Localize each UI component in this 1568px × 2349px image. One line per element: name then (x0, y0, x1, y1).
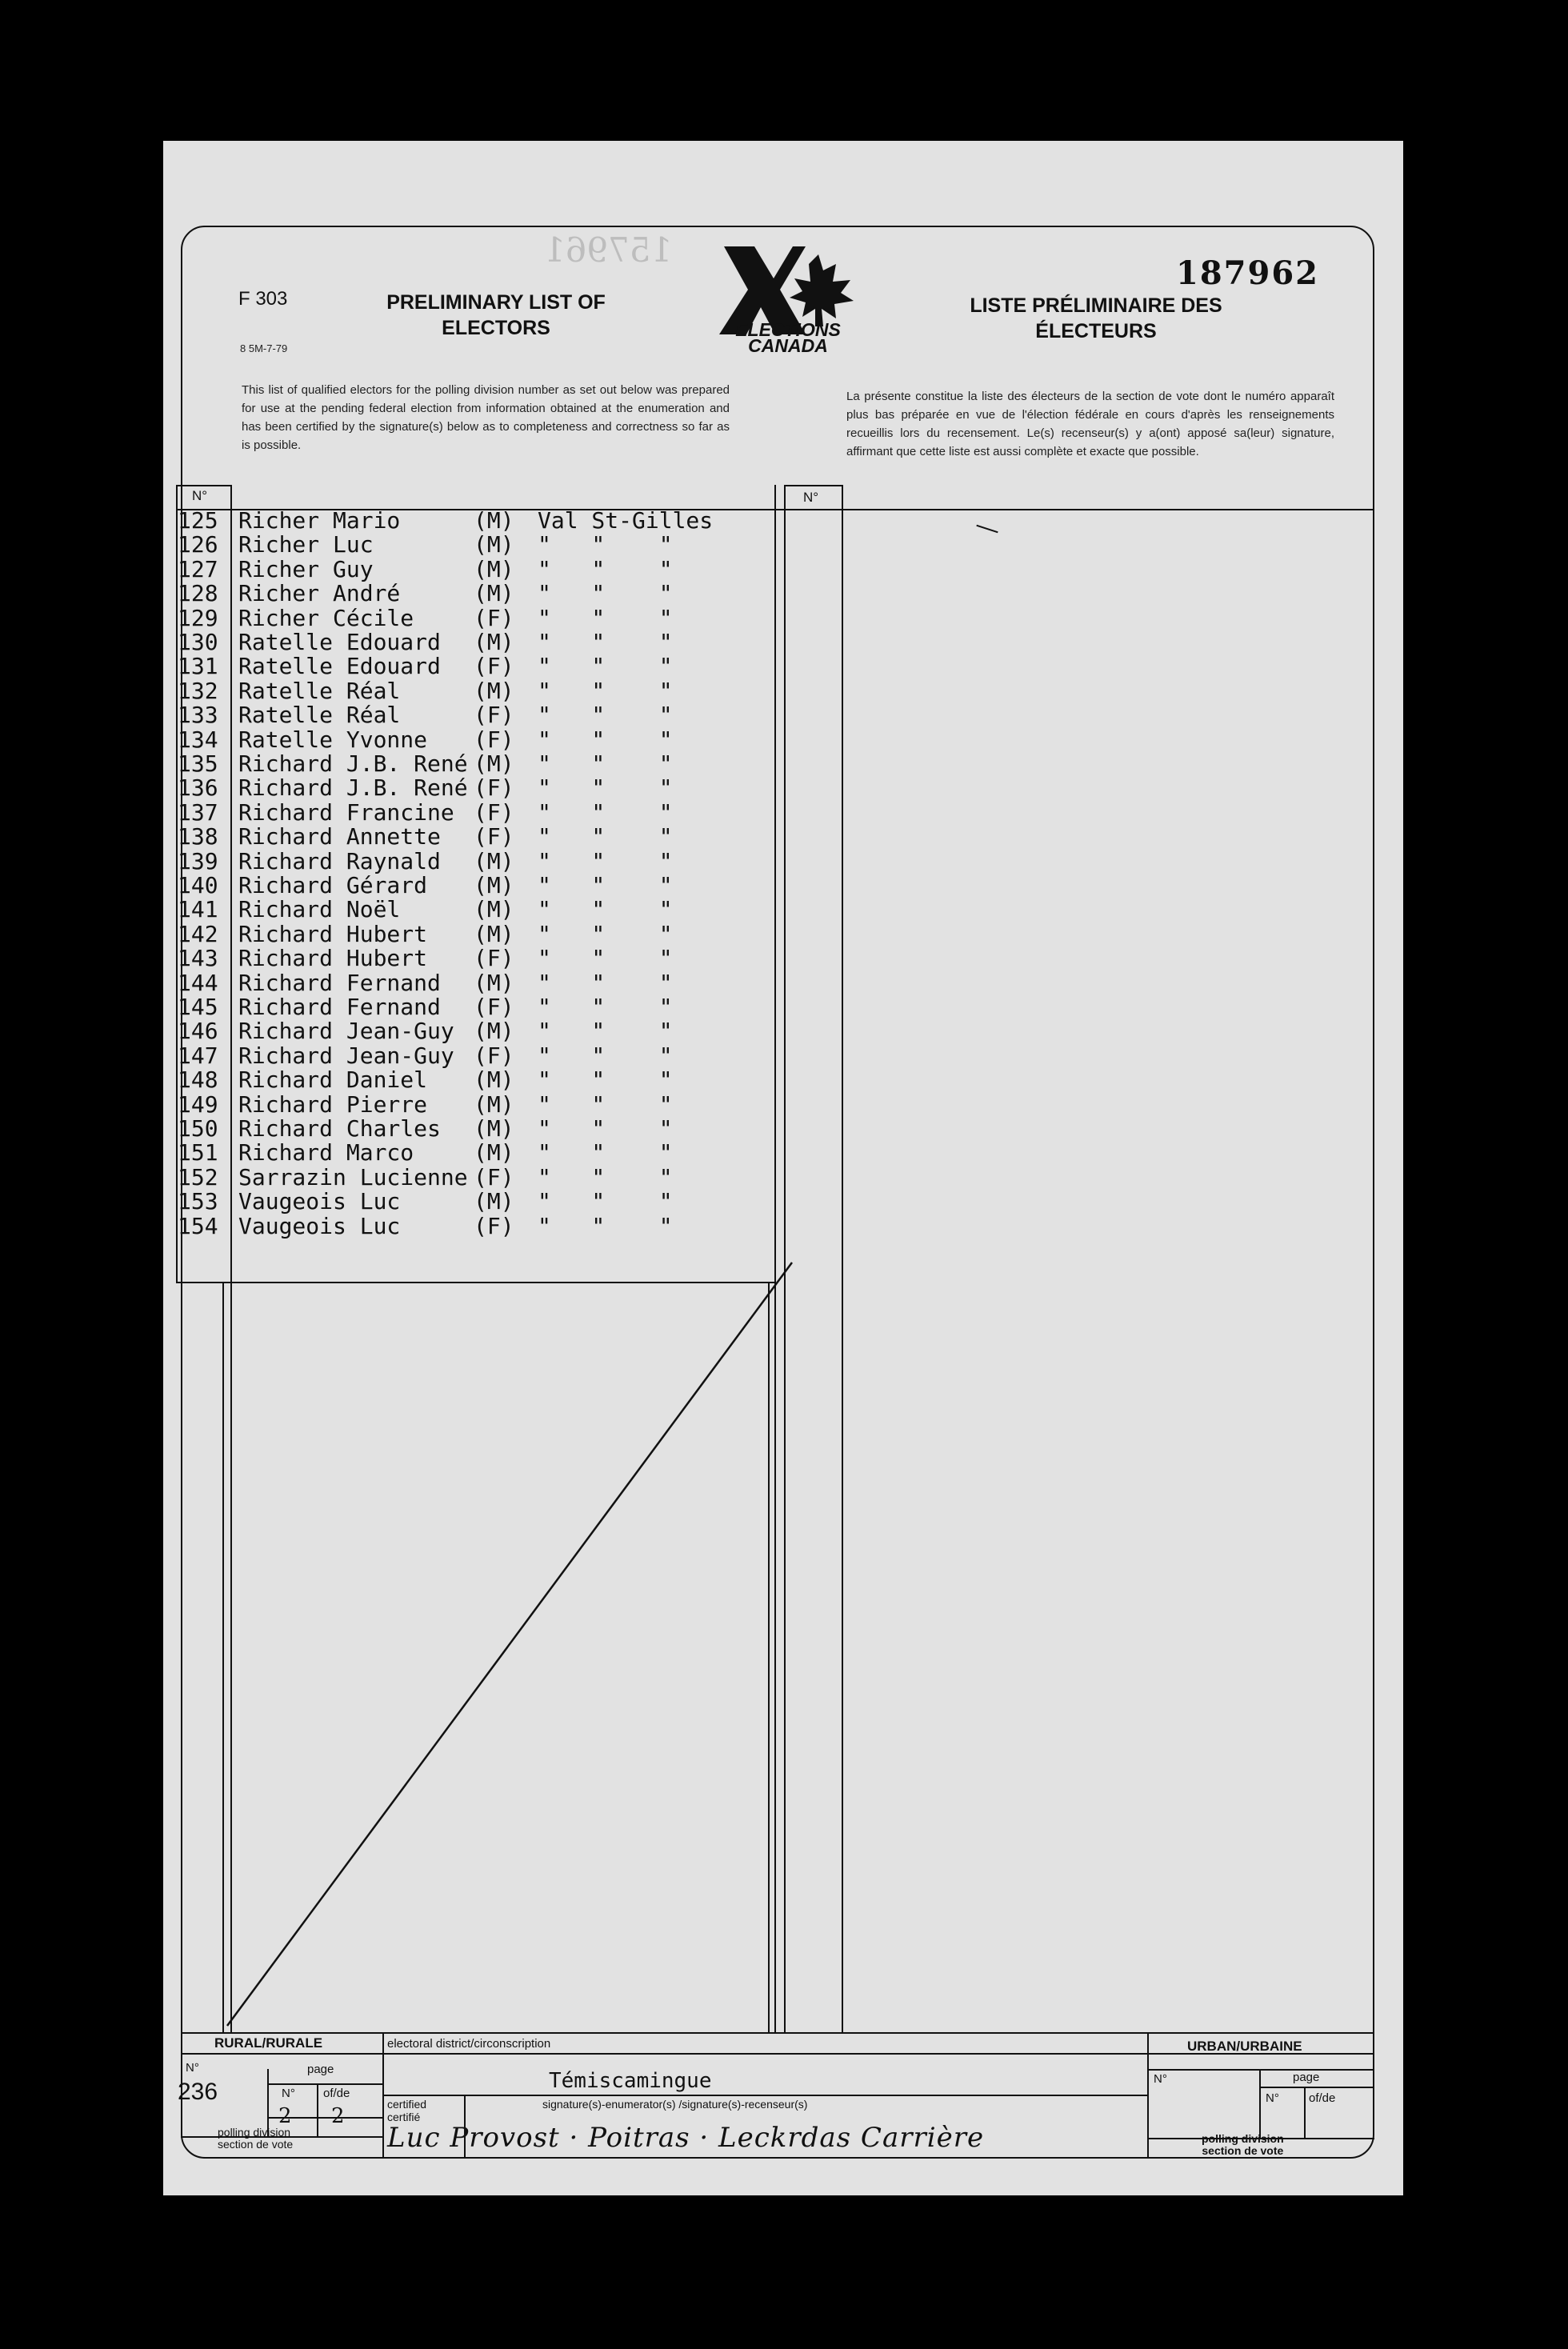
district-value: Témiscamingue (549, 2069, 712, 2093)
elector-number: 139 (178, 847, 218, 874)
elector-sex: (F) (474, 726, 514, 753)
elector-name: Richer Luc (238, 531, 374, 558)
elector-number: 146 (178, 1018, 218, 1045)
logo-wordmark (712, 319, 864, 356)
certified-label (387, 2098, 426, 2123)
elector-place: " " " (538, 677, 673, 704)
elector-place: " " " (538, 629, 673, 655)
reversed-serial-bleedthrough: 157961 (544, 230, 673, 270)
elector-number: 125 (178, 507, 218, 534)
elector-number: 128 (178, 580, 218, 607)
elector-number: 143 (178, 945, 218, 972)
elector-place: " " " (538, 1115, 673, 1142)
elector-number: 134 (178, 726, 218, 753)
elector-sex: (M) (474, 969, 514, 996)
elector-sex: (F) (474, 994, 514, 1020)
elector-name: Ratelle Edouard (238, 653, 441, 680)
elector-place: " " " (538, 969, 673, 996)
elector-name: Richard J.B. René (238, 750, 468, 777)
footer-top-rule (181, 2032, 1374, 2034)
elector-sex: (F) (474, 798, 514, 826)
elector-sex: (M) (474, 920, 514, 947)
footer-urban-page-rule (1259, 2087, 1374, 2088)
elector-place: " " " (538, 531, 673, 558)
no-header-top-rule (176, 485, 230, 486)
elector-name: Richer Mario (238, 507, 401, 534)
title-english (344, 290, 648, 341)
elector-name: Richard Charles (238, 1115, 441, 1142)
elector-name: Richard Annette (238, 823, 441, 850)
elector-sex: (M) (474, 555, 514, 582)
elector-sex: (F) (474, 774, 514, 802)
elector-number: 141 (178, 896, 218, 923)
urban-of-label: of/de (1309, 2091, 1336, 2105)
elector-number: 138 (178, 823, 218, 850)
elector-place: " " " (538, 726, 673, 753)
elector-place: " " " (538, 750, 673, 777)
footer-district-rule (382, 2095, 1147, 2096)
elector-name: Ratelle Réal (238, 702, 401, 729)
elector-place: " " " (538, 945, 673, 972)
elector-name: Richard Hubert (238, 920, 428, 947)
elector-sex: (M) (474, 1090, 514, 1118)
urban-polling-label (1202, 2133, 1284, 2157)
elector-number: 133 (178, 702, 218, 729)
elector-number: 127 (178, 555, 218, 582)
elector-number: 131 (178, 653, 218, 680)
certified-label-en: certified (387, 2098, 427, 2111)
elector-name: Ratelle Réal (238, 677, 401, 704)
elector-number: 132 (178, 677, 218, 704)
elector-place: " " " (538, 1090, 673, 1118)
elector-name: Richard Fernand (238, 994, 441, 1020)
elector-sex: (M) (474, 1139, 514, 1166)
elector-sex: (M) (474, 1018, 514, 1045)
elector-number: 152 (178, 1163, 218, 1191)
elector-name: Richard Gérard (238, 872, 428, 898)
rural-polling-label-fr: section de vote (218, 2138, 294, 2151)
elector-name: Richard Francine (238, 798, 454, 826)
footer-page-rule (267, 2083, 382, 2085)
urban-label: URBAN/URBAINE (1187, 2039, 1302, 2054)
elector-name: Richard Jean-Guy (238, 1018, 454, 1045)
elector-sex: (M) (474, 677, 514, 704)
rural-no-label: N° (186, 2061, 199, 2075)
elector-place: " " " (538, 580, 673, 607)
elector-name: Ratelle Yvonne (238, 726, 428, 753)
urban-page-no-label: N° (1266, 2091, 1279, 2105)
elector-place: " " " (538, 798, 673, 826)
print-date: 8 5M-7-79 (240, 342, 288, 354)
elector-place: " " " (538, 1212, 673, 1239)
elector-place: " " " (538, 896, 673, 923)
right-no-column-header: N° (803, 490, 819, 505)
elector-name: Richard Daniel (238, 1066, 428, 1094)
title-french (936, 293, 1256, 344)
elector-number: 137 (178, 798, 218, 826)
elector-name: Richard Fernand (238, 969, 441, 996)
elector-sex: (M) (474, 629, 514, 655)
elector-number: 148 (178, 1066, 218, 1094)
elector-name: Ratelle Edouard (238, 629, 441, 655)
serial-number: 187962 (1176, 254, 1319, 292)
district-label: electoral district/circonscription (387, 2037, 551, 2051)
elector-sex: (F) (474, 1212, 514, 1239)
urban-page-label: page (1293, 2071, 1320, 2084)
elector-sex: (M) (474, 1066, 514, 1094)
elector-number: 145 (178, 994, 218, 1020)
elector-number: 136 (178, 774, 218, 802)
footer-urban-divider (1147, 2032, 1149, 2159)
elector-place: " " " (538, 994, 673, 1020)
elector-number: 144 (178, 969, 218, 996)
elector-place: " " " (538, 847, 673, 874)
elector-name: Sarrazin Lucienne (238, 1163, 468, 1191)
form-number: F 303 (238, 288, 288, 310)
footer-urban-page-divider (1259, 2069, 1261, 2138)
elector-place: " " " (538, 1163, 673, 1191)
right-no-header-top-rule (784, 485, 843, 486)
urban-no-label: N° (1154, 2072, 1167, 2086)
unused-space-diagonal (216, 1256, 800, 2032)
elector-place: Val St-Gilles (538, 507, 714, 534)
page-number: 2 (278, 2104, 292, 2128)
footer-of-divider (317, 2083, 318, 2136)
elector-name: Vaugeois Luc (238, 1188, 401, 1215)
elector-sex: (M) (474, 896, 514, 923)
rural-page-label: page (307, 2063, 334, 2076)
elector-number: 129 (178, 604, 218, 631)
elector-place: " " " (538, 872, 673, 898)
elector-sex: (F) (474, 1163, 514, 1191)
polling-division-number: 236 (178, 2079, 218, 2105)
elector-place: " " " (538, 1018, 673, 1045)
elector-place: " " " (538, 1188, 673, 1215)
elector-sex: (F) (474, 653, 514, 680)
urban-polling-label-fr: section de vote (1202, 2144, 1284, 2157)
title-english-line-2: ELECTORS (442, 317, 550, 339)
right-no-column-rule (842, 485, 843, 2032)
elector-sex: (M) (474, 531, 514, 558)
elector-sex: (M) (474, 580, 514, 607)
elector-place: " " " (538, 1042, 673, 1069)
footer-urban-of-divider (1304, 2087, 1306, 2138)
elector-sex: (M) (474, 1115, 514, 1142)
title-french-line-1: LISTE PRÉLIMINAIRE DES (970, 294, 1222, 317)
elector-number: 154 (178, 1212, 218, 1239)
logo-wordmark-line-1: ELECTIONS (735, 319, 841, 340)
elector-place: " " " (538, 653, 673, 680)
logo-wordmark-line-2: CANADA (748, 335, 828, 356)
elector-number: 142 (178, 920, 218, 947)
elector-sex: (M) (474, 847, 514, 874)
elector-number: 147 (178, 1042, 218, 1069)
intro-french: La présente constitue la liste des électeurs de la section de vote dont le numéro apparaît plus bas préparée en vue de l'élection fédérale en cours d'après les renseignements recueillis lors du recensement. Le(s) recenseur(s) y a(ont) apposé sa(leur) signature, affirmant que cette liste est aussi complète et exacte que possible. (846, 390, 1334, 458)
elector-name: Vaugeois Luc (238, 1212, 401, 1239)
elector-number: 140 (178, 872, 218, 898)
elector-number: 150 (178, 1115, 218, 1142)
elector-sex: (M) (474, 872, 514, 898)
elector-name: Richard Jean-Guy (238, 1042, 454, 1069)
elector-number: 151 (178, 1139, 218, 1166)
elector-place: " " " (538, 1139, 673, 1166)
elector-sex: (F) (474, 1042, 514, 1069)
elector-place: " " " (538, 774, 673, 802)
elector-sex: (F) (474, 823, 514, 850)
elector-place: " " " (538, 702, 673, 729)
urban-polling-label-en: polling division (1202, 2132, 1284, 2145)
elector-place: " " " (538, 1066, 673, 1094)
elector-sex: (F) (474, 702, 514, 729)
elector-sex: (M) (474, 1188, 514, 1215)
title-french-line-2: ÉLECTEURS (1035, 320, 1157, 342)
elector-number: 130 (178, 629, 218, 655)
elector-number: 135 (178, 750, 218, 777)
elector-sex: (M) (474, 507, 514, 534)
certified-label-fr: certifié (387, 2111, 421, 2123)
elector-name: Richer André (238, 580, 401, 607)
elector-sex: (F) (474, 945, 514, 972)
elector-place: " " " (538, 920, 673, 947)
page-of-number: 2 (331, 2104, 345, 2128)
elector-name: Richer Guy (238, 555, 374, 582)
no-column-header: N° (192, 488, 208, 503)
elector-name: Richard J.B. René (238, 774, 468, 802)
elector-name: Richard Pierre (238, 1090, 428, 1118)
elector-number: 149 (178, 1090, 218, 1118)
elector-sex: (M) (474, 750, 514, 777)
footer-urban-header-rule (1147, 2069, 1374, 2071)
elector-place: " " " (538, 604, 673, 631)
elector-name: Richard Hubert (238, 945, 428, 972)
title-english-line-1: PRELIMINARY LIST OF (386, 291, 606, 314)
elector-number: 126 (178, 531, 218, 558)
elector-name: Richer Cécile (238, 604, 414, 631)
elector-number: 153 (178, 1188, 218, 1215)
elector-name: Richard Noël (238, 896, 401, 923)
rural-label: RURAL/RURALE (214, 2035, 323, 2051)
intro-english: This list of qualified electors for the polling division number as set out below was prepared for use at the pending federal election from information obtained at the enumeration and has been certified by the signature(s) below as to completeness and correctness so far as is possible. (242, 383, 730, 452)
rural-of-label: of/de (323, 2087, 350, 2100)
enumerator-signatures: Luc Provost · Poitras · Leckrdas Carrière (387, 2122, 985, 2154)
rural-polling-label-en: polling division (218, 2126, 291, 2139)
rural-page-no-label: N° (282, 2087, 295, 2100)
elector-place: " " " (538, 823, 673, 850)
rural-polling-label (218, 2127, 293, 2151)
elector-sex: (F) (474, 604, 514, 631)
signature-label: signature(s)-enumerator(s) /signature(s)-recenseur(s) (542, 2098, 808, 2111)
elector-name: Richard Marco (238, 1139, 414, 1166)
elector-place: " " " (538, 555, 673, 582)
elector-name: Richard Raynald (238, 847, 441, 874)
